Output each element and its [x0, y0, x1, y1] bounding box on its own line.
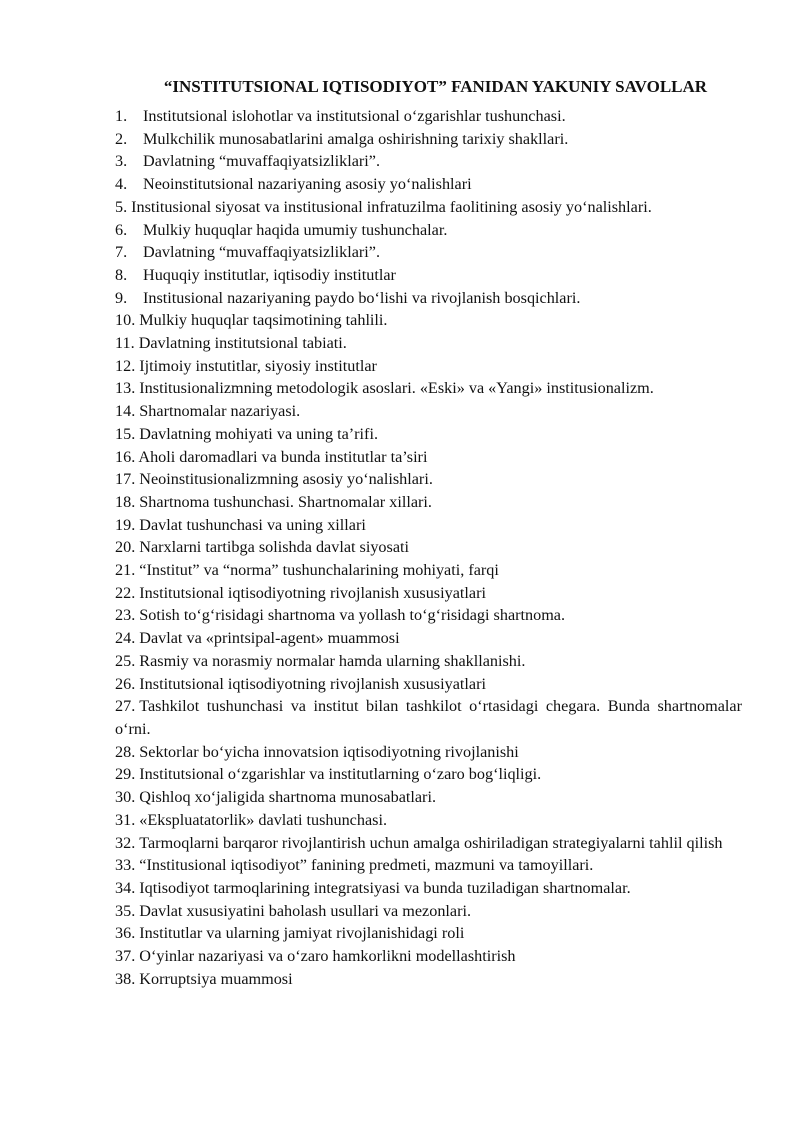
- question-text: Davlatning mohiyati va uning ta’rifi.: [139, 424, 378, 443]
- question-number: 37.: [115, 947, 136, 966]
- question-text: Korruptsiya muammosi: [139, 969, 293, 988]
- question-item: [115, 786, 742, 809]
- question-text: O‘yinlar nazariyasi va o‘zaro hamkorlikni modellashtirish: [139, 947, 516, 966]
- question-item: [115, 945, 742, 968]
- question-item: [115, 400, 742, 423]
- question-item: [115, 968, 742, 991]
- question-text: Aholi daromadlari va bunda institutlar ta’siri: [138, 447, 428, 466]
- question-item: [115, 423, 742, 446]
- question-text: «Ekspluatatorlik» davlati tushunchasi.: [139, 810, 387, 829]
- question-item: [115, 673, 742, 696]
- question-text: Ijtimoiy instutitlar, siyosiy institutlar: [139, 356, 377, 375]
- question-number: 16.: [115, 447, 136, 466]
- question-item: [115, 582, 742, 605]
- question-list: [115, 105, 742, 990]
- question-item: [115, 559, 742, 582]
- question-number: 5.: [115, 197, 128, 216]
- question-item: [115, 695, 742, 740]
- question-number: 34.: [115, 878, 136, 897]
- question-text: Huquqiy institutlar, iqtisodiy institutlar: [143, 265, 396, 284]
- question-item: [115, 309, 742, 332]
- question-text: Institutsional iqtisodiyotning rivojlanish xususiyatlari: [139, 583, 486, 602]
- question-number: 4.: [115, 175, 128, 194]
- question-number: 7.: [115, 243, 128, 262]
- question-item: [115, 332, 742, 355]
- question-text: Neoinstitusionalizmning asosiy yo‘nalishlari.: [139, 470, 433, 489]
- question-number: 23.: [115, 606, 136, 625]
- question-number: 35.: [115, 901, 136, 920]
- question-number: 6.: [115, 220, 128, 239]
- question-number: 28.: [115, 742, 136, 761]
- question-text: Tashkilot tushunchasi va institut bilan tashkilot o‘rtasidagi chegara. Bunda shartnomalar o‘rni.: [115, 697, 742, 738]
- question-text: Davlatning institutsional tabiati.: [138, 334, 347, 353]
- question-number: 21.: [115, 561, 136, 580]
- question-text: Institusional siyosat va institusional infratuzilma faolitining asosiy yo‘nalishlari.: [131, 197, 652, 216]
- question-item: [115, 604, 742, 627]
- question-item: [115, 854, 742, 877]
- question-number: 11.: [115, 334, 135, 353]
- question-text: Neoinstitutsional nazariyaning asosiy yo‘nalishlari: [143, 175, 472, 194]
- question-number: 30.: [115, 788, 136, 807]
- question-number: 15.: [115, 424, 136, 443]
- question-item: [115, 446, 742, 469]
- question-text: “Institut” va “norma” tushunchalarining mohiyati, farqi: [139, 561, 499, 580]
- question-number: 9.: [115, 288, 128, 307]
- question-item: [115, 514, 742, 537]
- question-item: [115, 196, 742, 219]
- question-number: 19.: [115, 515, 136, 534]
- question-number: 25.: [115, 651, 136, 670]
- question-text: Institutlar va ularning jamiyat rivojlanishidagi roli: [139, 924, 465, 943]
- question-item: [115, 287, 742, 310]
- question-number: 38.: [115, 969, 136, 988]
- question-text: Davlat xususiyatini baholash usullari va mezonlari.: [139, 901, 472, 920]
- question-number: 2.: [115, 129, 128, 148]
- question-number: 22.: [115, 583, 136, 602]
- question-text: “Institusional iqtisodiyot” fanining predmeti, mazmuni va tamoyillari.: [139, 856, 594, 875]
- question-number: 27.: [115, 697, 136, 716]
- question-item: [115, 922, 742, 945]
- question-text: Sotish to‘g‘risidagi shartnoma va yollash to‘g‘risidagi shartnoma.: [139, 606, 566, 625]
- question-text: Iqtisodiyot tarmoqlarining integratsiyasi va bunda tuziladigan shartnomalar.: [139, 878, 631, 897]
- question-text: Narxlarni tartibga solishda davlat siyosati: [139, 538, 410, 557]
- question-number: 17.: [115, 470, 136, 489]
- question-item: [115, 832, 742, 855]
- question-number: 13.: [115, 379, 136, 398]
- question-item: [115, 128, 742, 151]
- question-number: 36.: [115, 924, 136, 943]
- question-text: Mulkiy huquqlar taqsimotining tahlili.: [139, 311, 388, 330]
- question-text: Institutsional islohotlar va institutsional o‘zgarishlar tushunchasi.: [143, 107, 566, 125]
- question-number: 18.: [115, 492, 136, 511]
- question-item: [115, 650, 742, 673]
- question-text: Institusional nazariyaning paydo bo‘lishi va rivojlanish bosqichlari.: [143, 288, 581, 307]
- question-number: 24.: [115, 629, 136, 648]
- question-number: 32.: [115, 833, 136, 852]
- question-text: Davlatning “muvaffaqiyatsizliklari”.: [143, 152, 381, 171]
- question-item: [115, 377, 742, 400]
- question-number: 12.: [115, 356, 136, 375]
- question-item: [115, 105, 742, 128]
- question-item: [115, 468, 742, 491]
- question-text: Davlat tushunchasi va uning xillari: [139, 515, 366, 534]
- question-number: 1.: [115, 107, 128, 125]
- question-text: Mulkchilik munosabatlarini amalga oshirishning tarixiy shakllari.: [143, 129, 569, 148]
- question-number: 10.: [115, 311, 136, 330]
- question-text: Rasmiy va norasmiy normalar hamda ularning shakllanishi.: [139, 651, 526, 670]
- question-text: Shartnomalar nazariyasi.: [139, 402, 301, 421]
- question-number: 20.: [115, 538, 136, 557]
- question-number: 3.: [115, 152, 128, 171]
- document-page: [115, 74, 742, 990]
- question-item: [115, 219, 742, 242]
- document-title: “INSTITUTSIONAL IQTISODIYOT” FANIDAN YAKUNIY SAVOLLAR: [163, 77, 708, 96]
- question-text: Sektorlar bo‘yicha innovatsion iqtisodiyotning rivojlanishi: [139, 742, 519, 761]
- question-item: [115, 173, 742, 196]
- question-number: 31.: [115, 810, 136, 829]
- question-item: [115, 809, 742, 832]
- question-item: [115, 241, 742, 264]
- question-item: [115, 900, 742, 923]
- question-number: 33.: [115, 856, 136, 875]
- question-text: Mulkiy huquqlar haqida umumiy tushunchalar.: [143, 220, 448, 239]
- question-item: [115, 491, 742, 514]
- question-text: Davlatning “muvaffaqiyatsizliklari”.: [143, 243, 381, 262]
- question-item: [115, 877, 742, 900]
- question-text: Qishloq xo‘jaligida shartnoma munosabatlari.: [139, 788, 436, 807]
- question-number: 14.: [115, 402, 136, 421]
- question-text: Institusionalizmning metodologik asoslari. «Eski» va «Yangi» institusionalizm.: [139, 379, 654, 398]
- question-item: [115, 741, 742, 764]
- question-item: [115, 536, 742, 559]
- question-text: Institutsional o‘zgarishlar va institutlarning o‘zaro bog‘liqligi.: [139, 765, 542, 784]
- question-text: Davlat va «printsipal-agent» muammosi: [139, 629, 400, 648]
- question-item: [115, 150, 742, 173]
- question-number: 8.: [115, 265, 128, 284]
- question-text: Shartnoma tushunchasi. Shartnomalar xillari.: [139, 492, 432, 511]
- question-item: [115, 763, 742, 786]
- question-number: 26.: [115, 674, 136, 693]
- question-text: Institutsional iqtisodiyotning rivojlanish xususiyatlari: [139, 674, 486, 693]
- question-item: [115, 627, 742, 650]
- question-number: 29.: [115, 765, 136, 784]
- question-item: [115, 355, 742, 378]
- question-text: Tarmoqlarni barqaror rivojlantirish uchun amalga oshiriladigan strategiyalarni tahlil qilish: [139, 833, 723, 852]
- question-item: [115, 264, 742, 287]
